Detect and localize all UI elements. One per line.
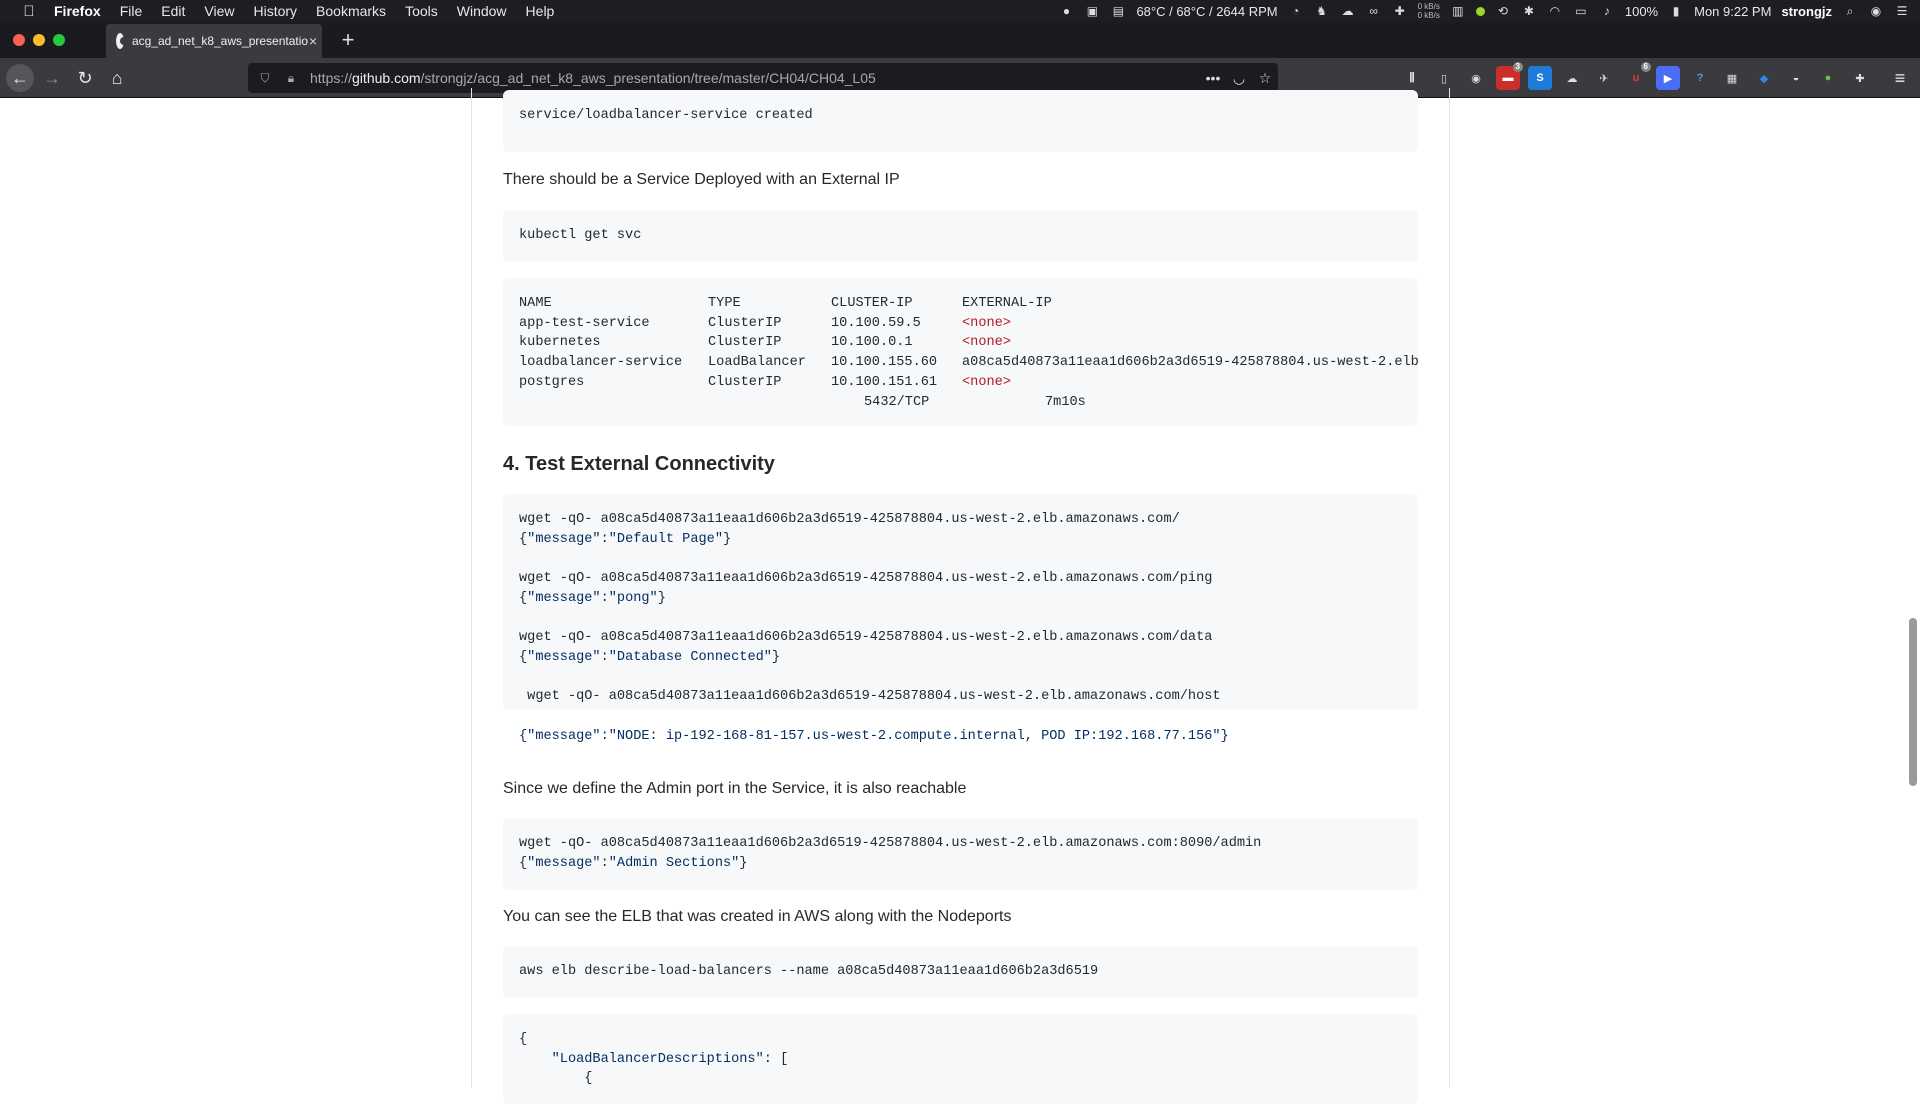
svc-row-name: app-test-service — [519, 315, 650, 331]
blank-line — [519, 668, 1402, 688]
svc-row-external-ip: a08ca5d40873a11eaa1d606b2a3d6519-425878804.us-west-2.elb — [962, 355, 1419, 371]
status-dot-icon[interactable] — [1476, 7, 1485, 16]
svc-row-name: kubernetes — [519, 335, 601, 351]
extension-question-icon[interactable]: ? — [1696, 72, 1704, 84]
window-minimize-button[interactable] — [33, 34, 45, 46]
menu-view[interactable]: View — [204, 3, 235, 19]
svc-row-name: loadbalancer-service — [519, 355, 683, 371]
wget-cmd-line: wget -qO- a08ca5d40873a11eaa1d606b2a3d6519-425878804.us-west-2.elb.amazonaws.com/ — [519, 512, 1180, 527]
wget-host-output: {"message":"NODE: ip-192-168-81-157.us-west-2.compute.internal, POD IP:192.168.77.156"} — [519, 728, 1229, 744]
admin-cmd-line: wget -qO- a08ca5d40873a11eaa1d606b2a3d6519-425878804.us-west-2.elb.amazonaws.com:8090/admin — [519, 836, 1262, 851]
sidebar-icon[interactable]: ▯ — [1440, 72, 1448, 85]
notification-center-icon[interactable]: ☰ — [1896, 4, 1908, 18]
tab-close-icon[interactable]: × — [308, 33, 318, 49]
blank-line — [519, 609, 1402, 629]
net-down-speed: 0 kB/s — [1417, 11, 1440, 20]
menu-app-name[interactable]: Firefox — [54, 3, 101, 19]
code-describe-text: aws elb describe-load-balancers --name a08ca5d40873a11eaa1d606b2a3d6519 — [519, 964, 1099, 979]
svc-row-type: ClusterIP — [708, 315, 782, 331]
svc-row-cluster-ip: 10.100.151.61 — [831, 374, 938, 390]
json-line: { — [519, 1032, 528, 1047]
github-icon — [116, 33, 124, 49]
menu-extras — [1058, 0, 1910, 22]
svc-col-external-ip: EXTERNAL-IP — [962, 296, 1052, 311]
menu-edit[interactable]: Edit — [161, 3, 186, 19]
json-punct: : [ — [763, 1051, 789, 1067]
code-block-svc-table[interactable] — [503, 278, 1418, 426]
bluetooth-icon[interactable]: ✱ — [1523, 4, 1534, 18]
json-brace: { — [584, 1071, 593, 1087]
code-block-wget-tests[interactable] — [503, 494, 1418, 744]
svc-row-cluster-ip: 10.100.0.1 — [831, 335, 913, 351]
json-key: "message" — [527, 590, 601, 606]
svc-row-cluster-ip: 10.100.59.5 — [831, 315, 921, 331]
page-scrollbar-thumb[interactable] — [1909, 618, 1917, 786]
svc-table-row — [519, 373, 1402, 393]
blank-line — [519, 549, 1402, 569]
plus-app-icon[interactable]: ✚ — [1394, 4, 1405, 18]
extension-s-icon[interactable]: S — [1528, 66, 1552, 90]
account-icon[interactable]: ◉ — [1471, 72, 1481, 85]
svc-row-name: postgres — [519, 374, 585, 390]
url-text[interactable] — [310, 70, 1200, 86]
svc-row-type: ClusterIP — [708, 335, 782, 351]
figure-icon[interactable]: ♞ — [1316, 4, 1327, 18]
wget-output-line: {"message":"Database Connected"} — [519, 649, 781, 665]
paragraph-admin-port: Since we define the Admin port in the Service, it is also reachable — [503, 780, 967, 797]
airplay-icon[interactable]: ▭ — [1575, 4, 1587, 18]
menu-bookmarks[interactable]: Bookmarks — [316, 3, 387, 19]
extension-cloud-icon[interactable]: ☁ — [1566, 72, 1578, 85]
extension-cat-icon[interactable]: ◒ — [1792, 72, 1800, 84]
svc-table-wrap-line — [519, 393, 1402, 413]
page-viewport — [0, 98, 1920, 1087]
cloud-icon[interactable]: ☁ — [1341, 4, 1354, 18]
home-button[interactable]: ⌂ — [111, 67, 123, 88]
extension-toolbar — [1400, 62, 1872, 90]
battery-percent[interactable]: 100% — [1624, 3, 1659, 19]
json-value: "Database Connected" — [608, 649, 772, 665]
blank-line — [519, 707, 1402, 727]
menu-help[interactable]: Help — [525, 3, 555, 19]
bookmark-star-icon[interactable]: ☆ — [1258, 69, 1272, 86]
temperature-readout[interactable]: 68°C / 68°C / 2644 RPM — [1136, 3, 1278, 19]
library-icon[interactable]: ⫼ — [1409, 71, 1415, 84]
svc-row-external-ip: <none> — [962, 315, 1011, 331]
json-value: "Admin Sections" — [608, 855, 740, 871]
extension-red-icon[interactable]: ▬ 3 — [1496, 66, 1520, 90]
svc-table-row — [519, 314, 1402, 334]
svc-col-type: TYPE — [708, 296, 741, 311]
extension-badge-b: 6 — [1641, 62, 1651, 72]
svc-col-cluster-ip: CLUSTER-IP — [831, 296, 913, 311]
wget-cmd-line: wget -qO- a08ca5d40873a11eaa1d606b2a3d6519-425878804.us-west-2.elb.amazonaws.com/ping — [519, 571, 1213, 587]
new-tab-button[interactable]: + — [341, 27, 355, 52]
volume-icon[interactable]: ♪ — [1603, 4, 1610, 18]
menu-hamburger-icon[interactable]: ≡ — [1894, 68, 1906, 88]
back-button[interactable]: ← — [6, 64, 34, 92]
svc-wrap-age: 7m10s — [1045, 394, 1086, 410]
battery-icon[interactable]: ▮ — [1672, 4, 1680, 18]
code-block-get-svc[interactable] — [503, 210, 1418, 262]
paragraph-elb-nodeports: You can see the ELB that was created in AWS along with the Nodeports — [503, 908, 1012, 925]
extension-blue-icon[interactable]: ◆ — [1759, 72, 1769, 85]
extension-green-icon[interactable]: ● — [1824, 72, 1832, 84]
json-key: "message" — [527, 855, 601, 871]
lock-icon[interactable]: 🔒︎ — [287, 70, 295, 85]
menu-window[interactable]: Window — [456, 3, 507, 19]
json-line — [519, 1050, 1402, 1070]
svc-row-external-ip: <none> — [962, 335, 1011, 351]
admin-output-line: {"message":"Admin Sections"} — [519, 855, 748, 871]
network-speed — [1418, 2, 1440, 20]
wget-host-cmd: wget -qO- a08ca5d40873a11eaa1d606b2a3d6519-425878804.us-west-2.elb.amazonaws.com/host — [519, 689, 1221, 705]
siri-icon[interactable]: ◉ — [1870, 4, 1882, 18]
url-domain: github.com — [352, 70, 421, 86]
url-path: /strongjz/acg_ad_net_k8_aws_presentation/tree/master/CH04/CH04_L05 — [420, 70, 876, 86]
extension-video-icon[interactable]: ▶ — [1656, 66, 1680, 90]
extension-bird-icon[interactable]: ✈ — [1599, 72, 1609, 85]
wget-output-line: {"message":"Default Page"} — [519, 531, 732, 547]
tab-strip — [0, 22, 1920, 58]
svc-row-type: LoadBalancer — [708, 355, 806, 371]
json-line — [519, 1069, 1402, 1089]
window-zoom-button[interactable] — [53, 34, 65, 46]
tracking-protection-shield-icon[interactable]: ⛉ — [260, 70, 270, 85]
svc-table-header — [519, 294, 1402, 314]
wget-cmd-line: wget -qO- a08ca5d40873a11eaa1d606b2a3d6519-425878804.us-west-2.elb.amazonaws.com/data — [519, 630, 1213, 646]
svc-wrap-port: 5432/TCP — [864, 394, 930, 410]
wget-output-line: {"message":"pong"} — [519, 590, 666, 606]
apple-menu-icon[interactable] — [20, 3, 38, 20]
json-value: "Default Page" — [608, 531, 723, 547]
svc-row-type: ClusterIP — [708, 374, 782, 390]
glasses-icon[interactable]: ∞ — [1369, 4, 1378, 18]
message-icon[interactable]: ▤ — [1112, 4, 1125, 18]
menu-history[interactable]: History — [253, 3, 298, 19]
url-prefix: https:// — [310, 70, 353, 86]
code-block-service-created[interactable] — [503, 90, 1418, 152]
net-up-speed: 0 kB/s — [1417, 2, 1440, 11]
tab-active[interactable] — [106, 24, 322, 58]
tab-title: acg_ad_net_k8_aws_presentatio — [131, 34, 309, 48]
heading-test-external-connectivity: 4. Test External Connectivity — [503, 453, 775, 475]
wifi-icon[interactable]: ◠ — [1549, 4, 1561, 18]
page-actions-icon[interactable]: ••• — [1205, 70, 1221, 86]
json-key: "LoadBalancerDescriptions" — [551, 1051, 764, 1067]
spotlight-search-icon[interactable]: ⌕ — [1846, 3, 1854, 18]
json-key: "message" — [527, 531, 601, 547]
svc-table-row — [519, 333, 1402, 353]
json-value: "pong" — [608, 590, 658, 606]
cpu-bars-icon[interactable]: ▥ — [1452, 4, 1464, 18]
svc-table-row — [519, 353, 1419, 373]
menu-file[interactable]: File — [119, 3, 143, 19]
svc-row-cluster-ip: 10.100.155.60 — [831, 355, 938, 371]
code-block-lb-json[interactable] — [503, 1014, 1418, 1104]
extension-cross-icon[interactable]: ✚ — [1855, 72, 1865, 85]
code-block-describe-lb[interactable] — [503, 946, 1418, 998]
code-get-svc-text: kubectl get svc — [519, 228, 642, 243]
time-machine-icon[interactable]: ⟲ — [1497, 4, 1508, 18]
code-created-text: service/loadbalancer-service created — [519, 108, 813, 123]
macos-menu-bar — [0, 0, 1920, 22]
extension-u-icon[interactable]: u 6 — [1624, 66, 1648, 90]
forward-button[interactable]: → — [43, 67, 61, 88]
extension-badge-a: 3 — [1513, 62, 1523, 72]
menu-user[interactable]: strongjz — [1781, 3, 1832, 19]
clock-app-icon[interactable]: ◔ — [1292, 4, 1300, 18]
window-close-button[interactable] — [13, 34, 25, 46]
svc-row-external-ip: <none> — [962, 374, 1011, 390]
record-icon[interactable]: ● — [1062, 4, 1071, 18]
code-block-admin[interactable] — [503, 818, 1418, 890]
menu-clock[interactable]: Mon 9:22 PM — [1694, 3, 1772, 19]
extension-grid-icon[interactable]: ▦ — [1726, 72, 1738, 85]
reload-button[interactable]: ↻ — [77, 67, 93, 88]
json-key: "message" — [527, 649, 601, 665]
menu-tools[interactable]: Tools — [405, 3, 438, 19]
screenshot-icon[interactable]: ▣ — [1086, 4, 1099, 18]
pocket-icon[interactable]: ◡ — [1232, 69, 1246, 86]
paragraph-external-ip: There should be a Service Deployed with an External IP — [503, 171, 900, 188]
svc-col-name: NAME — [519, 296, 552, 311]
